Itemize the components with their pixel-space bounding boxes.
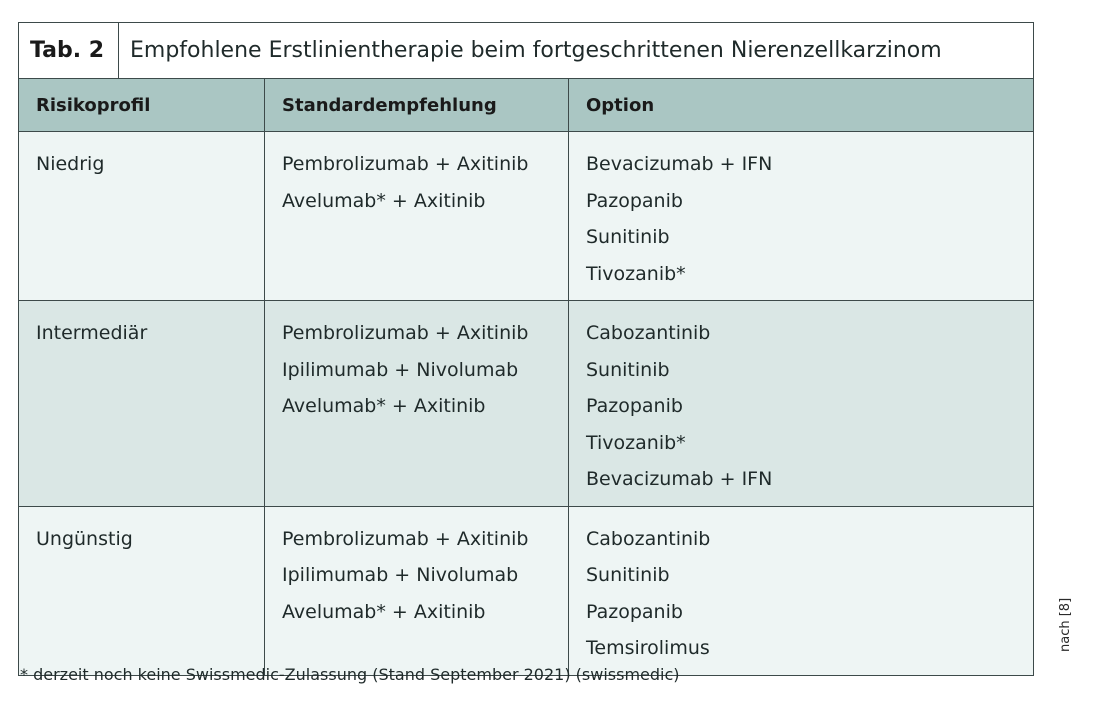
standard-item: Avelumab* + Axitinib <box>282 395 486 417</box>
option-item: Sunitinib <box>586 564 670 586</box>
table-title-row <box>19 23 1033 79</box>
table-row-unguenstig <box>19 507 1033 675</box>
option-item: Sunitinib <box>586 358 670 381</box>
option-cell <box>568 507 1033 675</box>
option-item: Tivozanib* <box>586 431 686 454</box>
standard-cell <box>264 507 568 675</box>
risk-cell <box>19 301 264 506</box>
column-header-option: Option <box>568 79 1033 131</box>
standard-item: Avelumab* + Axitinib <box>282 189 486 212</box>
footnote: * derzeit noch keine Swissmedic-Zulassung (Stand September 2021) (swissmedic) <box>20 665 680 684</box>
risk-cell <box>19 132 264 300</box>
table-label: Tab. 2 <box>19 23 119 78</box>
standard-item: Pembrolizumab + Axitinib <box>282 153 529 175</box>
source-note: nach [8] <box>1058 597 1073 652</box>
standard-item: Pembrolizumab + Axitinib <box>282 527 529 550</box>
option-item: Cabozantinib <box>586 322 711 344</box>
table-row-niedrig <box>19 132 1033 301</box>
option-item: Temsirolimus <box>586 637 710 659</box>
option-item: Bevacizumab + IFN <box>586 468 773 490</box>
option-item: Pazopanib <box>586 600 683 623</box>
table-title: Empfohlene Erstlinientherapie beim fortgeschrittenen Nierenzellkarzinom <box>130 38 942 63</box>
option-item: Cabozantinib <box>586 527 711 550</box>
standard-item: Pembrolizumab + Axitinib <box>282 322 529 344</box>
standard-cell <box>264 132 568 300</box>
option-item: Tivozanib* <box>586 262 686 285</box>
option-cell <box>568 301 1033 506</box>
table-row-intermediaer <box>19 301 1033 507</box>
risk-label: Niedrig <box>36 153 105 175</box>
therapy-table <box>18 22 1034 676</box>
risk-label: Intermediär <box>36 322 148 344</box>
column-header-standard: Standardempfehlung <box>264 79 568 131</box>
option-item: Pazopanib <box>586 189 683 212</box>
option-item: Sunitinib <box>586 226 670 248</box>
column-header-risk: Risikoprofil <box>36 94 151 116</box>
table-header-row <box>19 79 1033 132</box>
standard-cell <box>264 301 568 506</box>
risk-label: Ungünstig <box>36 527 133 550</box>
option-item: Bevacizumab + IFN <box>586 153 773 175</box>
standard-item: Ipilimumab + Nivolumab <box>282 358 519 381</box>
option-item: Pazopanib <box>586 395 683 417</box>
standard-item: Avelumab* + Axitinib <box>282 600 486 623</box>
standard-item: Ipilimumab + Nivolumab <box>282 564 519 586</box>
option-cell <box>568 132 1033 300</box>
risk-cell <box>19 507 264 675</box>
